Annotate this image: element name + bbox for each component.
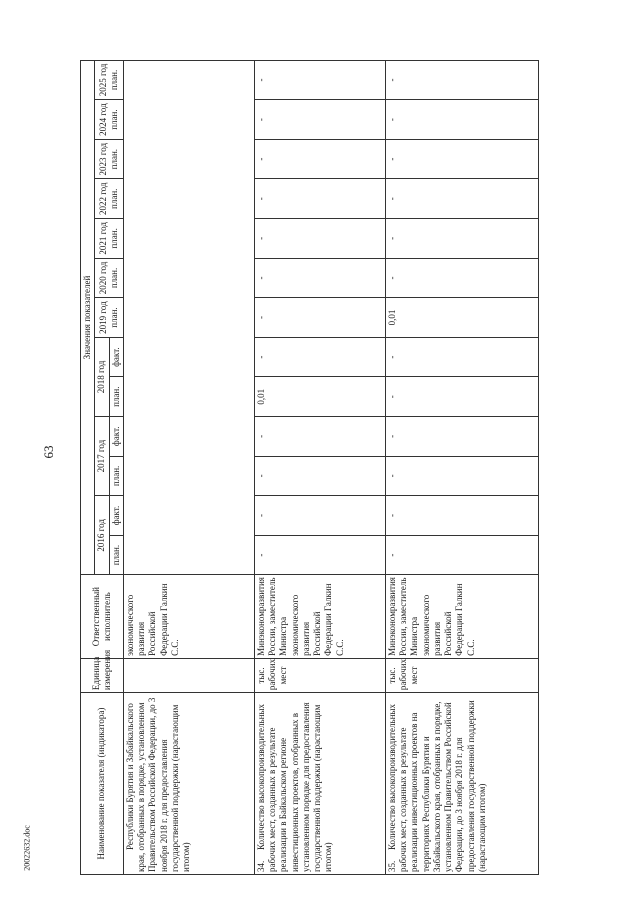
- value-cell: -: [385, 496, 538, 536]
- value-cell: -: [385, 377, 538, 417]
- value-cell: -: [385, 60, 538, 100]
- value-cell: -: [385, 258, 538, 298]
- value-cell: -: [385, 535, 538, 575]
- header-plan: план.: [109, 456, 123, 496]
- value-cell: -: [254, 535, 385, 575]
- value-cell: -: [385, 456, 538, 496]
- value-cell: -: [254, 60, 385, 100]
- indicator-name-cell: [123, 693, 254, 875]
- header-plan: план.: [109, 377, 123, 417]
- value-cell: -: [385, 100, 538, 140]
- header-fact: факт.: [109, 417, 123, 457]
- responsible-cell: Минэкономразвития России, заместитель Министра экономического развития Российской Федерации Галкин С.С.: [254, 575, 385, 658]
- value-cell: -: [254, 298, 385, 338]
- table-row: [385, 21, 538, 875]
- indicator-name-cell: [254, 693, 385, 875]
- unit-cell: тыс. рабочих мест: [254, 658, 385, 692]
- value-cell: -: [254, 139, 385, 179]
- row-number: 34.: [255, 860, 266, 872]
- value-cell: -: [254, 258, 385, 298]
- value-cell: -: [254, 219, 385, 259]
- header-year-2020: 2020 год план.: [95, 258, 124, 298]
- value-cell: -: [385, 417, 538, 457]
- header-plan: план.: [109, 535, 123, 575]
- value-cell: -: [254, 496, 385, 536]
- value-cell: -: [385, 179, 538, 219]
- header-fact: факт.: [109, 337, 123, 377]
- header-year-2025: 2025 год план.: [95, 60, 124, 100]
- rotated-page: [80, 20, 624, 875]
- responsible-cell: экономического развития Российской Федерации Галкин С.С.: [123, 575, 254, 658]
- value-cell: -: [254, 179, 385, 219]
- header-fact: факт.: [109, 496, 123, 536]
- indicator-name-cell: [385, 693, 538, 875]
- header-year-2018: 2018 год: [95, 337, 109, 416]
- value-cell: -: [385, 337, 538, 377]
- header-year-2017: 2017 год: [95, 417, 109, 496]
- header-name: Наименование показателя (индикатора): [81, 693, 124, 875]
- header-year-2021: 2021 год план.: [95, 219, 124, 259]
- row-number: 35.: [386, 860, 397, 872]
- value-cell: -: [385, 139, 538, 179]
- unit-cell: тыс. рабочих мест: [385, 658, 538, 692]
- header-year-2023: 2023 год план.: [95, 139, 124, 179]
- indicator-name: Количество высокопроизводительных рабочих мест, созданных в результате реализации инвестиционных проектов на территориях Республики Бурятия и Забайкальского края, отобранных в порядке, установленном Правительством Российской Федерации, до 3 ноября 2018 г. для предоставления государственной поддержки (нарастающим итогом): [386, 700, 487, 872]
- values-cell: [123, 60, 254, 575]
- value-cell: -: [254, 456, 385, 496]
- indicators-table: [80, 20, 539, 875]
- value-cell: 0,01: [385, 298, 538, 338]
- value-cell: 0,01: [254, 377, 385, 417]
- value-cell: -: [254, 417, 385, 457]
- table-row: [254, 21, 385, 875]
- header-year-2019: 2019 год план.: [95, 298, 124, 338]
- unit-cell: [123, 658, 254, 692]
- header-values-group: Значения показателей: [81, 60, 95, 575]
- indicator-name: Республики Бурятия и Забайкальского края, отобранных в порядке, установленном Правительством Российской Федерации, до 3 ноября 2018 г. для предоставления государственной поддержки (нарастающим итогом): [124, 697, 191, 872]
- value-cell: -: [254, 337, 385, 377]
- indicator-name: Количество высокопроизводительных рабочих мест, созданных в результате реализации в Байкальском регионе инвестиционных проектов, отобранных в установленном порядке для предоставления государственной поддержки (нарастающим итогом): [255, 702, 334, 872]
- responsible-cell: Минэкономразвития России, заместитель Министра экономического развития Российской Федерации Галкин С.С.: [385, 575, 538, 658]
- table-area: [80, 20, 624, 875]
- value-cell: -: [254, 100, 385, 140]
- value-cell: -: [385, 219, 538, 259]
- table-row: [123, 21, 254, 875]
- header-year-2022: 2022 год план.: [95, 179, 124, 219]
- header-year-2016: 2016 год: [95, 496, 109, 575]
- header-year-2024: 2024 год план.: [95, 100, 124, 140]
- header-unit: Единица измерения: [81, 658, 124, 692]
- header-responsible: Ответственный исполнитель: [81, 575, 124, 658]
